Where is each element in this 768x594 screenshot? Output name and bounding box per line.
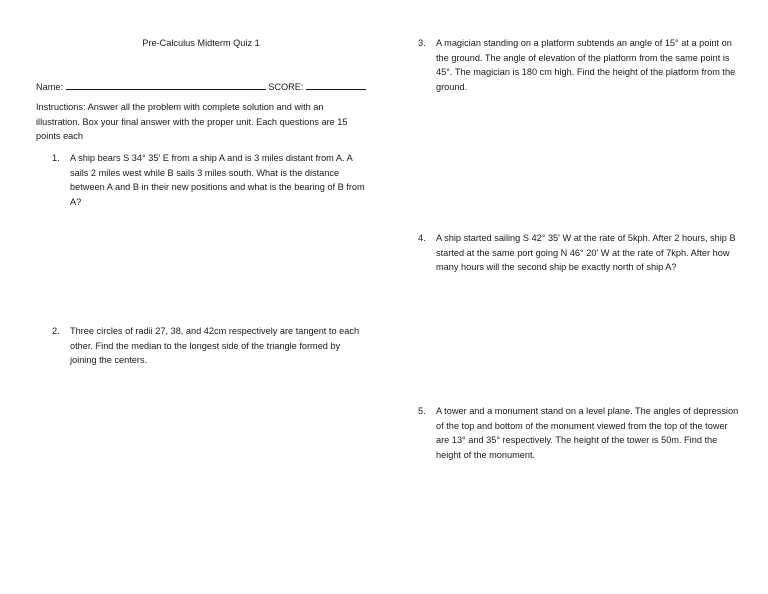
question-number: 2. (52, 326, 60, 336)
question-text: A tower and a monument stand on a level plane. The angles of depression of the top and bottom of the monument viewed from the top of the tower are 13° and 35° respectively. The height of the tower is 50m. Find the height of the monument. (436, 406, 739, 460)
name-score-line (36, 79, 376, 95)
question-number: 5. (418, 406, 426, 416)
question-number: 3. (418, 38, 426, 48)
page-title: Pre-Calculus Midterm Quiz 1 (142, 38, 260, 48)
question-number: 1. (52, 153, 60, 163)
score-blank (306, 79, 366, 90)
question-text: Three circles of radii 27, 38, and 42cm respectively are tangent to each other. Find the median to the longest side of the triangle formed by joining the centers. (70, 326, 360, 365)
question-text: A magician standing on a platform subtends an angle of 15° at a point on the ground. The angle of elevation of the platform from the same point is 45°. The magician is 180 cm high. Find the height of the platform from the ground. (436, 38, 736, 92)
question-text: A ship bears S 34° 35' E from a ship A and is 3 miles distant from A. A sails 2 miles west while B sails 3 miles south. What is the distance between A and B in their new positions and what is the bearing of B from A? (70, 153, 365, 207)
name-blank (66, 79, 266, 90)
instructions: Instructions: Answer all the problem with complete solution and with an illustration. Box your final answer with the proper unit. Each questions are 15 points each (36, 102, 348, 141)
name-label: Name: (36, 82, 64, 92)
question-text: A ship started sailing S 42° 35' W at the rate of 5kph. After 2 hours, ship B started at the same port going N 46° 20' W at the rate of 7kph. After how many hours will the second ship be exactly north of ship A? (436, 233, 736, 272)
question-number: 4. (418, 233, 426, 243)
score-label: SCORE: (268, 82, 304, 92)
